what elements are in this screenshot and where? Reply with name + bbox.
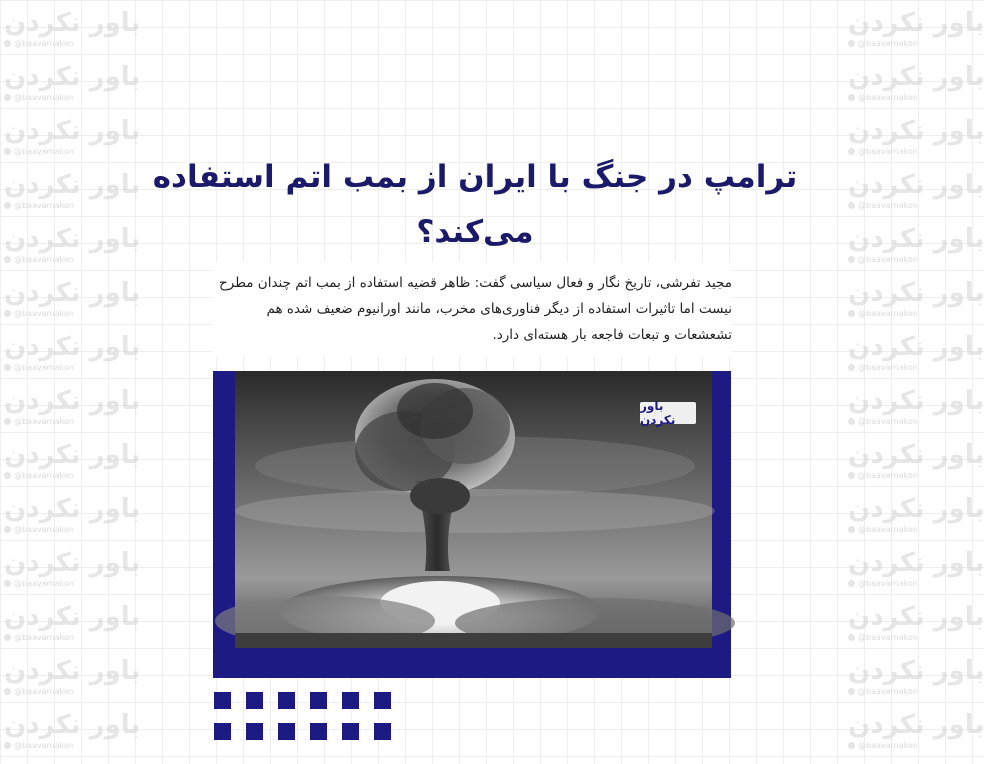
watermark <box>848 224 984 278</box>
square-icon <box>246 692 263 709</box>
watermark-logo: باور نکردن <box>848 602 984 632</box>
watermark <box>848 62 984 116</box>
watermark-handle: @baavarnakon <box>14 39 74 48</box>
watermark-logo: باور نکردن <box>848 332 984 362</box>
watermark-handle: @baavarnakon <box>14 687 74 696</box>
decorative-square-grid <box>214 692 391 740</box>
watermark <box>4 332 141 386</box>
telegram-icon <box>4 634 11 641</box>
watermark <box>4 8 141 62</box>
watermark-logo: باور نکردن <box>848 656 984 686</box>
watermark <box>848 656 984 710</box>
watermark <box>4 494 141 548</box>
watermark-logo: باور نکردن <box>848 710 984 740</box>
watermark-logo: باور نکردن <box>848 170 984 200</box>
watermark-logo: باور نکردن <box>4 440 141 470</box>
watermark-logo: باور نکردن <box>4 278 141 308</box>
watermark-logo: باور نکردن <box>4 494 141 524</box>
watermark <box>4 710 141 764</box>
watermark <box>848 8 984 62</box>
telegram-icon <box>4 148 11 155</box>
watermark <box>848 548 984 602</box>
watermark <box>4 440 141 494</box>
watermark <box>4 170 141 224</box>
watermark-handle: @baavarnakon <box>858 363 918 372</box>
watermark-handle: @baavarnakon <box>858 93 918 102</box>
watermark <box>848 440 984 494</box>
watermark-handle: @baavarnakon <box>858 687 918 696</box>
telegram-icon <box>4 202 11 209</box>
watermark <box>848 602 984 656</box>
telegram-icon <box>848 688 855 695</box>
telegram-icon <box>4 418 11 425</box>
square-icon <box>310 723 327 740</box>
watermark-handle: @baavarnakon <box>14 525 74 534</box>
watermark <box>4 386 141 440</box>
watermark <box>848 278 984 332</box>
watermark <box>4 62 141 116</box>
watermark-handle: @baavarnakon <box>14 309 74 318</box>
watermark-handle: @baavarnakon <box>858 309 918 318</box>
watermark <box>848 332 984 386</box>
watermark-logo: باور نکردن <box>4 710 141 740</box>
watermark <box>848 116 984 170</box>
square-icon <box>342 723 359 740</box>
telegram-icon <box>4 310 11 317</box>
telegram-icon <box>848 580 855 587</box>
watermark-logo: باور نکردن <box>848 8 984 38</box>
watermark-logo: باور نکردن <box>4 224 141 254</box>
watermark-logo: باور نکردن <box>848 494 984 524</box>
telegram-icon <box>4 94 11 101</box>
watermark-handle: @baavarnakon <box>14 201 74 210</box>
telegram-icon <box>4 256 11 263</box>
lead-paragraph: مجید تفرشی، تاریخ نگار و فعال سیاسی گفت: ظاهر قضیه استفاده از بمب اتم چندان مطرح نیست اما تاثیرات استفاده از دیگر فناوری‌های مخرب، مانند اورانیوم ضعیف شده هم تشعشعات و تبعات فاجعه بار هسته‌ای دارد. <box>219 275 732 343</box>
square-icon <box>278 723 295 740</box>
watermark-logo: باور نکردن <box>848 62 984 92</box>
watermark-handle: @baavarnakon <box>14 633 74 642</box>
watermark-handle: @baavarnakon <box>858 633 918 642</box>
watermark-handle: @baavarnakon <box>14 147 74 156</box>
watermark <box>4 224 141 278</box>
square-icon <box>214 723 231 740</box>
watermark-handle: @baavarnakon <box>858 147 918 156</box>
watermark-handle: @baavarnakon <box>14 417 74 426</box>
watermark <box>4 278 141 332</box>
telegram-icon <box>4 364 11 371</box>
telegram-icon <box>848 40 855 47</box>
square-icon <box>374 692 391 709</box>
telegram-icon <box>4 40 11 47</box>
watermark-handle: @baavarnakon <box>14 255 74 264</box>
telegram-icon <box>4 688 11 695</box>
telegram-icon <box>4 472 11 479</box>
watermark-handle: @baavarnakon <box>858 39 918 48</box>
watermark-column-right <box>848 8 984 764</box>
telegram-icon <box>848 472 855 479</box>
watermark <box>4 116 141 170</box>
watermark-logo: باور نکردن <box>4 656 141 686</box>
watermark-logo: باور نکردن <box>4 386 141 416</box>
watermark-handle: @baavarnakon <box>858 741 918 750</box>
watermark <box>848 710 984 764</box>
watermark-logo: باور نکردن <box>4 170 141 200</box>
telegram-icon <box>848 202 855 209</box>
watermark <box>4 548 141 602</box>
watermark-handle: @baavarnakon <box>858 417 918 426</box>
watermark-column-left <box>4 8 141 764</box>
watermark-handle: @baavarnakon <box>858 579 918 588</box>
telegram-icon <box>848 634 855 641</box>
watermark-logo: باور نکردن <box>4 116 141 146</box>
watermark-logo: باور نکردن <box>848 116 984 146</box>
watermark-handle: @baavarnakon <box>858 471 918 480</box>
telegram-icon <box>848 94 855 101</box>
watermark-logo: باور نکردن <box>4 8 141 38</box>
watermark-logo: باور نکردن <box>4 548 141 578</box>
telegram-icon <box>848 526 855 533</box>
watermark-handle: @baavarnakon <box>14 741 74 750</box>
watermark-logo: باور نکردن <box>4 332 141 362</box>
square-icon <box>342 692 359 709</box>
watermark-handle: @baavarnakon <box>14 579 74 588</box>
watermark <box>848 170 984 224</box>
watermark <box>4 656 141 710</box>
watermark-logo: باور نکردن <box>848 548 984 578</box>
telegram-icon <box>848 148 855 155</box>
square-icon <box>214 692 231 709</box>
telegram-icon <box>848 310 855 317</box>
watermark-handle: @baavarnakon <box>14 93 74 102</box>
photo-watermark-logo: باور نکردن <box>640 402 696 424</box>
telegram-icon <box>848 364 855 371</box>
telegram-icon <box>4 526 11 533</box>
watermark-logo: باور نکردن <box>4 62 141 92</box>
watermark-handle: @baavarnakon <box>858 255 918 264</box>
square-icon <box>310 692 327 709</box>
telegram-icon <box>848 256 855 263</box>
post-headline: ترامپ در جنگ با ایران از بمب اتم استفاده می‌کند؟ <box>152 159 798 250</box>
watermark-logo: باور نکردن <box>848 278 984 308</box>
telegram-icon <box>4 742 11 749</box>
telegram-icon <box>4 580 11 587</box>
watermark-logo: باور نکردن <box>4 602 141 632</box>
watermark-logo: باور نکردن <box>848 224 984 254</box>
telegram-icon <box>848 418 855 425</box>
square-icon <box>374 723 391 740</box>
watermark <box>4 602 141 656</box>
telegram-icon <box>848 742 855 749</box>
square-icon <box>246 723 263 740</box>
watermark-handle: @baavarnakon <box>858 201 918 210</box>
watermark <box>848 386 984 440</box>
watermark-handle: @baavarnakon <box>14 471 74 480</box>
watermark <box>848 494 984 548</box>
watermark-logo: باور نکردن <box>848 386 984 416</box>
square-icon <box>278 692 295 709</box>
watermark-handle: @baavarnakon <box>14 363 74 372</box>
watermark-logo: باور نکردن <box>848 440 984 470</box>
watermark-handle: @baavarnakon <box>858 525 918 534</box>
